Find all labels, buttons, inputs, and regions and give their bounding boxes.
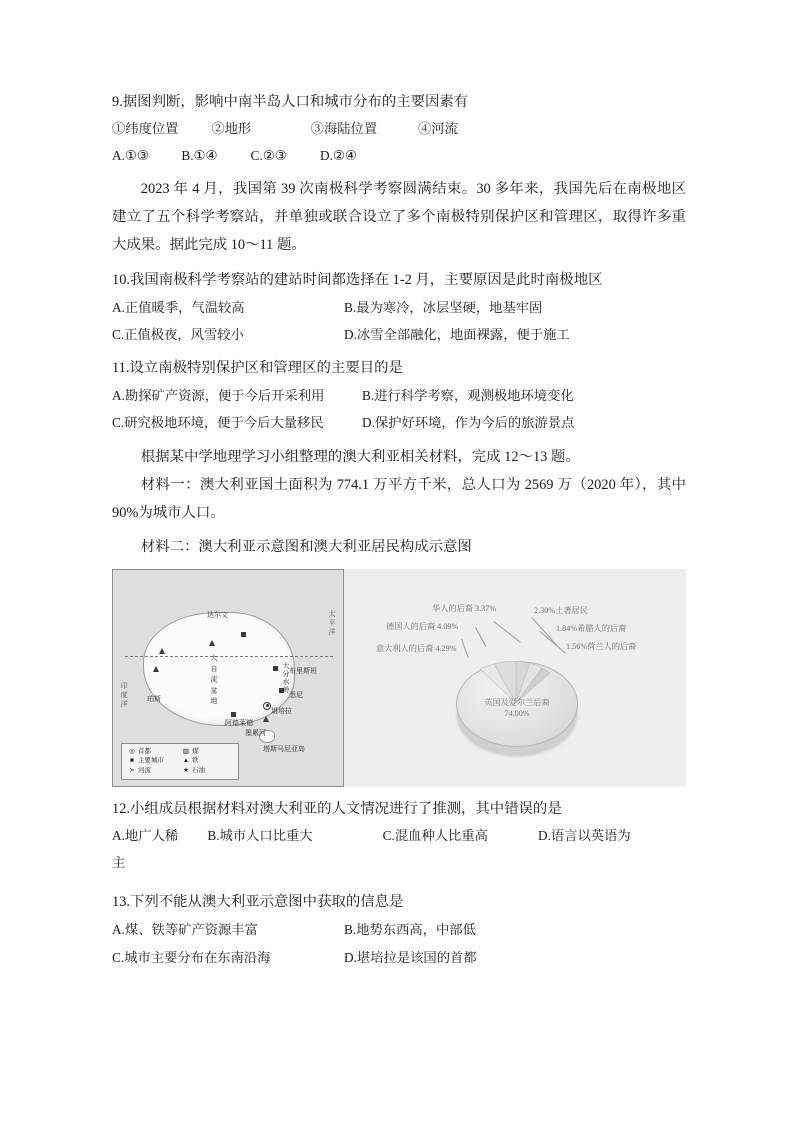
- pie-center-value: 74.00%: [504, 709, 530, 719]
- material-two: [112, 533, 686, 561]
- legend-label: 河流: [138, 767, 151, 775]
- question-10-stem: 10.我国南极科学考察站的建站时间都选择在 1-2 月，主要原因是此时南极地区: [112, 271, 603, 288]
- population-composition-pie-chart: [344, 569, 686, 787]
- option-b: B.进行科学考察，观测极地环境变化: [362, 388, 574, 404]
- option-a: A.①③: [112, 147, 149, 163]
- city-label-sydney: 悉尼: [289, 690, 303, 699]
- pie-label-aboriginal: 2.30%土著居民: [534, 605, 588, 615]
- question-11-stem: 11.设立南极特别保护区和管理区的主要目的是: [112, 360, 403, 377]
- iron-marker: [209, 640, 215, 646]
- pie-label-german: 德国人的后裔 4.09%: [386, 621, 459, 631]
- option-b: B.①④: [181, 147, 218, 163]
- city-label-adelaide: 阿德莱德: [225, 718, 253, 727]
- option-d: D.保护好环境，作为今后的旅游景点: [362, 415, 575, 431]
- leader-line: [493, 621, 520, 643]
- legend-label: 首都: [138, 747, 151, 755]
- option-d: D.②④: [319, 147, 357, 163]
- iron-marker: [263, 716, 269, 722]
- label-great-dividing-range: 大分水岭: [282, 661, 290, 694]
- question-12-options: [112, 823, 686, 850]
- option-c: C.混血种人比重高: [382, 828, 488, 844]
- label-great-artesian-basin: 大 自 流 盆 地: [210, 653, 218, 705]
- question-9-factors: [112, 116, 686, 143]
- question-9-stem: 9.据图判断，影响中南半岛人口和城市分布的主要因素有: [112, 94, 469, 110]
- coal-marker: [273, 666, 278, 671]
- island-label-tasmania: 塔斯马尼亚岛: [263, 744, 305, 753]
- passage-antarctic: 2023 年 4 月，我国第 39 次南极科学考察圆满结束。30 多年来，我国先后在南极地区建立了五个科学考察站，并单独或联合设立了多个南极特别保护区和管理区，取得许多重大成果。据此完成 10～11 题。: [112, 181, 686, 254]
- label-murray-river: 墨累河: [245, 728, 266, 737]
- option-c: C.正值极夜，风雪较小: [112, 326, 244, 342]
- question-12-options-tail: 主: [112, 854, 126, 870]
- option-b: B.城市人口比重大: [207, 828, 313, 844]
- city-icon: ■: [130, 757, 134, 765]
- iron-marker: [159, 648, 165, 654]
- city-label-darwin: 达尔文: [207, 610, 228, 619]
- pie-label-british-irish: [472, 697, 562, 719]
- city-label-perth: 珀斯: [147, 694, 161, 703]
- question-10-options-row-1: [112, 294, 686, 321]
- capital-marker-canberra: [263, 702, 271, 710]
- iron-marker: [153, 666, 159, 672]
- option-a: A.地广人稀: [112, 828, 179, 844]
- material-one-label: 材料一：: [140, 476, 200, 493]
- legend-label: 石油: [192, 767, 205, 775]
- question-11-options-row-2: [112, 409, 686, 436]
- option-b: B.地势东西高，中部低: [344, 922, 476, 938]
- legend-label: 主要城市: [138, 757, 164, 765]
- tropic-of-capricorn-line: [125, 656, 333, 657]
- material-one: [112, 471, 686, 527]
- coal-marker: [231, 712, 236, 717]
- map-legend: [121, 743, 239, 780]
- legend-label: 铁: [192, 757, 199, 765]
- leader-line: [539, 631, 566, 654]
- leader-line: [475, 627, 486, 647]
- material-two-label: 材料二：: [140, 538, 199, 555]
- passage-australia: 根据某中学地理学习小组整理的澳大利亚相关材料，完成 12～13 题。: [140, 448, 580, 465]
- factor-3: ③海陆位置: [310, 121, 378, 137]
- option-a: A.勘探矿产资源，便于今后开采利用: [112, 388, 325, 404]
- coal-icon: ▨: [182, 747, 190, 755]
- pie-label-chinese: 华人的后裔 3.37%: [432, 603, 497, 613]
- pie-center-name: 英国及爱尔兰后裔: [484, 697, 550, 707]
- legend-row: [126, 756, 234, 766]
- factor-2: ②地形: [211, 121, 252, 137]
- question-9-options: [112, 143, 686, 170]
- material-one-text: 澳大利亚国土面积为 774.1 万平方千米，总人口为 2569 万（2020 年），其中90%为城市人口。: [112, 476, 686, 521]
- question-10-options-row-2: [112, 321, 686, 348]
- ocean-label-indian: 印度洋: [120, 681, 128, 709]
- factor-1: ①纬度位置: [112, 121, 179, 137]
- factor-4: ④河流: [417, 121, 458, 137]
- option-d: D.语言以英语为: [537, 828, 631, 844]
- figure-australia: [112, 569, 686, 787]
- coal-marker: [241, 632, 246, 637]
- option-c: C.研究极地环境，便于今后大量移民: [112, 415, 324, 431]
- question-13-options-row-2: [112, 944, 686, 971]
- legend-label: 煤: [192, 747, 199, 755]
- option-d: D.冰雪全部融化，地面裸露，便于施工: [344, 326, 570, 342]
- legend-row: [126, 747, 234, 757]
- option-b: B.最为寒冷，冰层坚硬，地基牢固: [344, 299, 543, 315]
- river-icon: ≻: [129, 767, 135, 775]
- capital-icon: ◎: [129, 747, 135, 755]
- legend-row: [126, 766, 234, 776]
- city-label-brisbane: 布里斯班: [289, 666, 317, 675]
- pie-label-greek: 1.84%希腊人的后裔: [556, 623, 627, 633]
- question-13-stem: 13.下列不能从澳大利亚示意图中获取的信息是: [112, 894, 404, 911]
- option-a: A.正值暖季，气温较高: [112, 299, 245, 315]
- australia-map: [112, 569, 344, 787]
- option-c: C.城市主要分布在东南沿海: [112, 949, 271, 965]
- option-c: C.②③: [250, 147, 287, 163]
- option-a: A.煤、铁等矿产资源丰富: [112, 922, 258, 938]
- question-11-options-row-1: [112, 382, 686, 409]
- ocean-label-pacific: 太平洋: [328, 609, 336, 637]
- oil-icon: ★: [183, 767, 189, 775]
- question-12-stem: 12.小组成员根据材料对澳大利亚的人文情况进行了推测，其中错误的是: [112, 800, 562, 817]
- pie-label-dutch: 1.56%荷兰人的后裔: [566, 641, 637, 651]
- material-two-text: 澳大利亚示意图和澳大利亚居民构成示意图: [198, 538, 472, 555]
- iron-icon: ▲: [182, 757, 190, 765]
- pie-label-italian: 意大利人的后裔 4.29%: [376, 643, 457, 653]
- question-13-options-row-1: [112, 916, 686, 943]
- leader-line: [461, 639, 469, 658]
- option-d: D.堪培拉是该国的首都: [344, 949, 477, 965]
- city-label-canberra: 堪培拉: [271, 706, 292, 715]
